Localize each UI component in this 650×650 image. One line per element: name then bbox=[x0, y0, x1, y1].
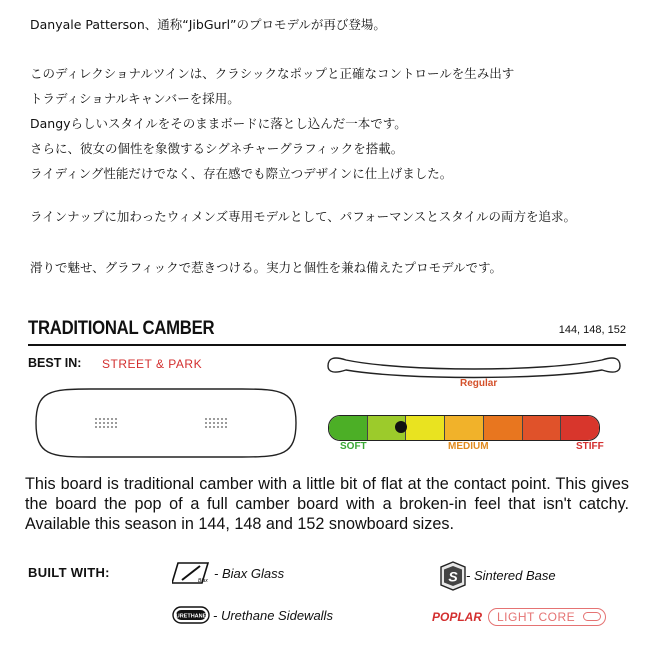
flex-segment-7 bbox=[561, 416, 599, 440]
intro-line-3: ラインナップに加わったウィメンズ専用モデルとして、パフォーマンスとスタイルの両方を追求。 bbox=[30, 209, 577, 224]
best-in-value: STREET & PARK bbox=[102, 357, 203, 371]
board-description: This board is traditional camber with a little bit of flat at the contact point. This gives the board the pop of a full camber board with a broken-in feel that isn't catchy. Available this season in 144, 148 and 152 snowboard sizes. bbox=[25, 475, 629, 533]
light-core-badge bbox=[488, 608, 606, 626]
light-core-pill-icon bbox=[583, 612, 601, 621]
flex-segment-1 bbox=[329, 416, 368, 440]
svg-text:URETHANE: URETHANE bbox=[175, 613, 207, 620]
sintered-base-icon bbox=[438, 561, 468, 591]
urethane-sidewalls-icon bbox=[172, 606, 210, 624]
intro-para2-line-1: このディレクショナルツインは、クラシックなポップと正確なコントロールを生み出す bbox=[30, 66, 515, 81]
flex-indicator bbox=[395, 421, 407, 433]
svg-text:Biax: Biax bbox=[198, 578, 208, 584]
flex-segment-5 bbox=[484, 416, 523, 440]
biax-glass-label: - Biax Glass bbox=[214, 566, 285, 581]
biax-glass-icon bbox=[172, 560, 212, 586]
urethane-sidewalls-label: - Urethane Sidewalls bbox=[213, 608, 333, 623]
flex-scale bbox=[328, 415, 600, 441]
flex-segment-6 bbox=[523, 416, 562, 440]
board-top-view-icon bbox=[30, 385, 302, 461]
profile-title: TRADITIONAL CAMBER bbox=[28, 318, 215, 339]
svg-text:S: S bbox=[448, 568, 458, 585]
intro-para2-line-2: トラディショナルキャンバーを採用。 bbox=[30, 91, 240, 106]
built-with-label: BUILT WITH: bbox=[28, 565, 110, 580]
flex-medium-label: MEDIUM bbox=[448, 441, 489, 452]
intro-para2-line-3: Dangyらしいスタイルをそのままボードに落とし込んだ一本です。 bbox=[30, 116, 407, 131]
flex-stiff-label: STIFF bbox=[576, 441, 604, 452]
size-list: 144, 148, 152 bbox=[558, 324, 626, 336]
binding-inserts-right bbox=[205, 418, 227, 428]
poplar-label: POPLAR bbox=[432, 610, 483, 624]
intro-para2-line-4: さらに、彼女の個性を象徴するシグネチャーグラフィックを搭載。 bbox=[30, 141, 404, 156]
intro-line-4: 滑りで魅せ、グラフィックで惹きつける。実力と個性を兼ね備えたプロモデルです。 bbox=[30, 260, 503, 275]
profile-label: Regular bbox=[460, 378, 498, 389]
flex-segment-3 bbox=[406, 416, 445, 440]
intro-line-1: Danyale Patterson、通称“JibGurl”のプロモデルが再び登場。 bbox=[30, 17, 386, 32]
flex-segment-4 bbox=[445, 416, 484, 440]
intro-para2-line-5: ライディング性能だけでなく、存在感でも際立つデザインに仕上げました。 bbox=[30, 166, 453, 181]
binding-inserts-left bbox=[95, 418, 117, 428]
light-core-label: LIGHT CORE bbox=[497, 610, 576, 624]
header-divider bbox=[28, 344, 626, 346]
flex-soft-label: SOFT bbox=[340, 441, 367, 452]
best-in-label: BEST IN: bbox=[28, 356, 82, 370]
sintered-base-label: - Sintered Base bbox=[466, 568, 556, 583]
